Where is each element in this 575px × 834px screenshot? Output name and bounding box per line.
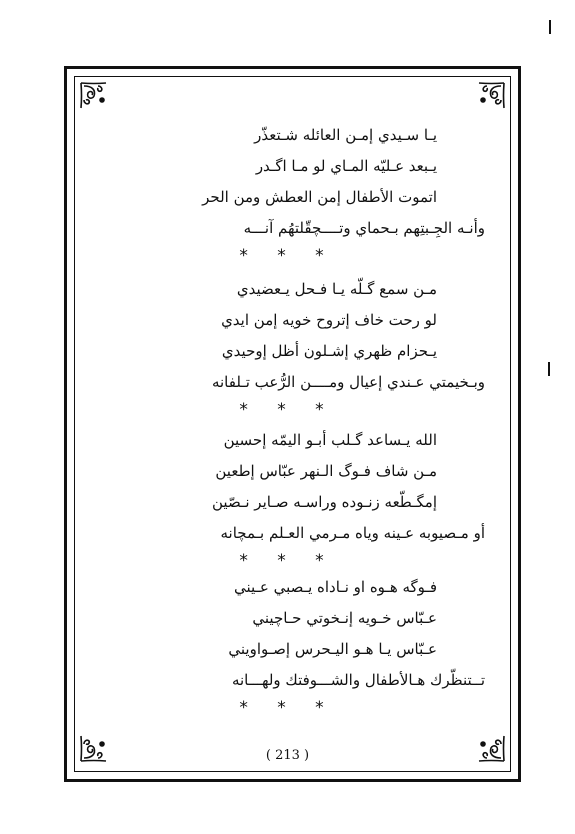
verse-line: عـبّاس يـا هـو اليـحرس إصـواويني [228, 640, 437, 658]
star-divider: * * * [239, 698, 336, 718]
verse-line: لو رحت خاف إتروح خويه إمن ايدي [221, 311, 437, 329]
verse-line: الله يـساعد گـلب أبـو اليمّه إحسين [223, 431, 437, 449]
verse-line: مـن سمع گـلّه يـا فـحل يـعضيدي [236, 280, 437, 298]
page-number: ( 213 ) [265, 748, 310, 763]
verse-line: اتموت الأطفال إمن العطش ومن الحر [202, 188, 437, 206]
verse-line: تــتنظّرك هـالأطفال والشـــوفتك ولهـــانه [231, 671, 485, 689]
poem-stanza-1 [90, 120, 485, 268]
star-divider: * * * [239, 246, 336, 266]
verse-line: فـوگه هـوه او نـاداه يـصبي عـيني [233, 578, 437, 596]
verse-line: يـبعد عـليّه المـاي لو مـا اگـدر [255, 157, 437, 175]
scan-mark [539, 20, 551, 34]
verse-line: أو مـصيوبه عـينه وياه مـرمي العـلم بـمچانه [220, 524, 485, 542]
corner-ornament-icon [475, 80, 507, 112]
scan-mark [538, 362, 550, 376]
poem-stanza-2 [90, 274, 485, 422]
poem-stanza-4 [90, 572, 485, 720]
verse-line: عـبّاس خـويه إنـخوتي حـاچيني [252, 609, 437, 627]
star-divider: * * * [239, 551, 336, 571]
verse-line: إمگـطّعه زنـوده وراسـه صـاير نـصّين [212, 493, 437, 511]
corner-ornament-icon [78, 80, 110, 112]
verse-line: مـن شاف فـوگ الـنهر عبّاس إطعين [215, 462, 437, 480]
verse-line: يـحزام ظهري إشـلون أظل إوحيدي [221, 342, 437, 360]
star-divider: * * * [239, 400, 336, 420]
poem-stanza-3 [90, 425, 485, 573]
verse-line: وبـخيمتي عـندي إعيال ومــــن الرُّعب تـلفانه [211, 373, 485, 391]
verse-line: وأنـه الجِـبتِهم بـحماي وتــــچقّلتهُم آنـــه [243, 219, 485, 237]
verse-line: يـا سـيدي إمـن العائله شـتعذّر [254, 126, 437, 144]
